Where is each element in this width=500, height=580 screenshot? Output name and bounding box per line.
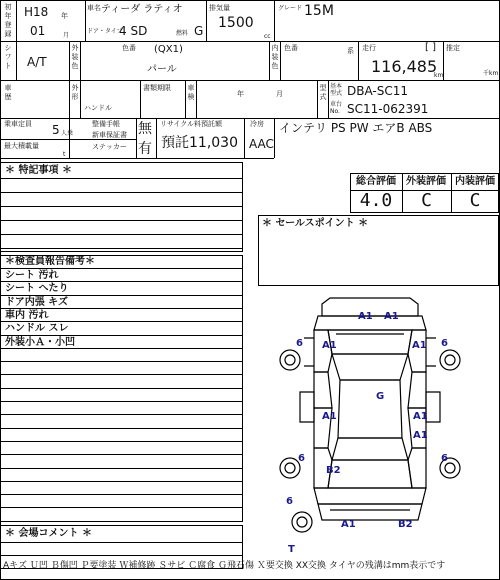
front-left-tire bbox=[280, 350, 300, 370]
inspector-row-line bbox=[0, 428, 243, 429]
venue-comment-row-line bbox=[0, 555, 243, 556]
inspector-row-line bbox=[0, 401, 243, 402]
mileage-bracket: [ ] bbox=[425, 42, 436, 53]
car-damage-diagram bbox=[270, 288, 470, 558]
model-value: DBA-SC11 bbox=[347, 84, 409, 98]
first-reg-label: 初年登録 bbox=[4, 3, 12, 38]
inspector-note: シート 汚れ bbox=[5, 270, 59, 281]
recycle-value: 預託11,030 bbox=[161, 135, 238, 151]
recycle-label: リサイクル料預託額 bbox=[160, 120, 223, 128]
grade: 15M bbox=[304, 3, 334, 19]
inspector-note: 外装小Ａ・小凹 bbox=[5, 337, 75, 348]
rear-left-tire bbox=[280, 458, 300, 478]
aircon-label: 冷房 bbox=[250, 120, 264, 128]
inspector-row-line bbox=[0, 414, 243, 415]
special-notes-row-line bbox=[0, 248, 243, 249]
model-label: 型式 bbox=[319, 84, 327, 101]
damage-fl-tire: 6 bbox=[296, 338, 303, 349]
displacement: 1500 bbox=[218, 15, 254, 31]
damage-rear-b2-left: B2 bbox=[326, 465, 341, 476]
inspector-row-line bbox=[0, 348, 243, 349]
sticker-label: ステッカー bbox=[92, 143, 127, 151]
inspector-row-line bbox=[0, 507, 243, 508]
damage-right-a1-low: A1 bbox=[413, 430, 428, 441]
damage-right-a1: A1 bbox=[412, 340, 427, 351]
inspector-row-line bbox=[0, 494, 243, 495]
deadline-year-unit: 年 bbox=[237, 90, 244, 98]
overall-score: 4.0 bbox=[359, 190, 393, 211]
damage-left-a1-lower: A1 bbox=[322, 411, 337, 422]
spare-tire bbox=[292, 512, 312, 532]
damage-right-a1-mid: A1 bbox=[413, 411, 428, 422]
rear-bumper bbox=[318, 504, 422, 520]
special-notes-title: ＊ 特記事項 ＊ bbox=[5, 165, 72, 176]
thousand-km-unit: 千km bbox=[483, 70, 499, 77]
km-unit: km bbox=[434, 72, 444, 79]
interior-score-label: 内装評価 bbox=[455, 176, 495, 187]
damage-left-a1-upper: A1 bbox=[322, 340, 337, 351]
damage-roof-g: G bbox=[376, 391, 385, 402]
damage-front-a1-right: A1 bbox=[384, 311, 399, 322]
handle-label: ハンドル bbox=[84, 104, 112, 112]
displacement-label: 排気量 bbox=[209, 4, 230, 12]
exterior-score-label: 外装評価 bbox=[406, 176, 446, 187]
equipment-list: インテリ PS PW エアB ABS bbox=[279, 121, 433, 135]
manual-value: 無 bbox=[138, 121, 152, 137]
damage-spare-tire: 6 bbox=[286, 496, 293, 507]
damage-rear-b2: B2 bbox=[398, 519, 413, 530]
grade-label: グレード bbox=[278, 5, 303, 12]
damage-legend: Aキズ Ｕ凹 Ｂ傷凹 Ｐ要塗装 Ｗ補修跡 Ｓサビ Ｃ腐食 Ｇ飛石傷 Ｘ要交換 XX交換 タイヤの残溝はmm表示です bbox=[3, 561, 446, 571]
chassis-no: SC11-062391 bbox=[347, 102, 429, 116]
special-notes-row-line bbox=[0, 220, 243, 221]
inspector-row-line bbox=[0, 481, 243, 482]
special-notes-row-line bbox=[0, 192, 243, 193]
era-year: H18 bbox=[24, 5, 49, 19]
chassis-no-label: 車台No. bbox=[330, 101, 343, 115]
inspector-note: シート へたり bbox=[5, 283, 69, 294]
deadline-month-unit: 月 bbox=[276, 90, 283, 98]
warranty-label: 新車保証書 bbox=[92, 131, 127, 139]
roof bbox=[338, 380, 402, 438]
fuel-value: G bbox=[194, 24, 204, 38]
inspector-report-title: ＊検査員報告備考＊ bbox=[5, 256, 95, 267]
car-history-label: 車歴 bbox=[4, 84, 12, 101]
venue-comment-title: ＊ 会場コメント ＊ bbox=[5, 528, 92, 539]
base-model-label: 基本型式 bbox=[330, 83, 343, 97]
inspector-row-line bbox=[0, 454, 243, 455]
door-type-label: ドア・タイプ bbox=[87, 28, 123, 35]
inspection-label: 推定 bbox=[446, 44, 460, 52]
load-unit: t bbox=[63, 151, 66, 158]
damage-rl-tire: 6 bbox=[298, 453, 305, 464]
color-code: (QX1) bbox=[154, 44, 183, 55]
inspector-note: ハンドル スレ bbox=[5, 323, 69, 334]
front-right-fender bbox=[408, 330, 426, 372]
sales-points-title: ＊ セールスポイント ＊ bbox=[262, 218, 369, 229]
sticker-value: 有 bbox=[138, 141, 152, 157]
shift-label: シフト bbox=[4, 44, 12, 70]
capacity-unit: 人乗 bbox=[61, 130, 74, 137]
fuel-label: 燃料 bbox=[176, 30, 189, 37]
exterior-color-label: 外装色 bbox=[71, 44, 79, 70]
int-color-unit: 系 bbox=[347, 47, 354, 55]
aircon-value: AAC bbox=[249, 137, 274, 151]
interior-color-label: 内装色 bbox=[271, 44, 279, 70]
inspector-row-line bbox=[0, 374, 243, 375]
special-notes-row-line bbox=[0, 206, 243, 207]
damage-trunk-t: T bbox=[288, 544, 295, 555]
month-unit: 月 bbox=[63, 32, 70, 39]
cc-unit: cc bbox=[264, 33, 271, 40]
year-unit: 年 bbox=[61, 12, 68, 20]
shift-value: A/T bbox=[27, 55, 47, 69]
outline-label: 外形 bbox=[71, 84, 79, 101]
rear-window bbox=[332, 438, 408, 460]
max-load-label: 最大積載量 bbox=[4, 142, 39, 150]
exterior-score: C bbox=[421, 190, 432, 211]
color-name: パール bbox=[147, 64, 177, 75]
front-right-tire bbox=[440, 350, 460, 370]
rear-panel bbox=[314, 488, 426, 504]
inspection-deadline-label: 車検 bbox=[187, 84, 195, 101]
front-right-door bbox=[408, 372, 426, 408]
car-name: ティーダ ラティオ bbox=[101, 4, 183, 15]
inspector-note: 車内 汚れ bbox=[5, 310, 49, 321]
damage-front-a1-left: A1 bbox=[358, 311, 373, 322]
overall-score-label: 総合評価 bbox=[356, 176, 396, 187]
windshield bbox=[332, 354, 408, 380]
inspector-row-line bbox=[0, 388, 243, 389]
interior-score: C bbox=[469, 190, 481, 211]
int-color-code-label: 色番 bbox=[284, 44, 298, 52]
manual-label: 整備手帳 bbox=[92, 120, 120, 128]
damage-rr-tire: 6 bbox=[441, 453, 448, 464]
doc-deadline-label: 書類期限 bbox=[143, 84, 171, 92]
capacity: 5 bbox=[52, 123, 60, 137]
mileage: 116,485 bbox=[371, 57, 438, 76]
damage-fr-tire: 6 bbox=[441, 338, 448, 349]
car-name-label: 車名 bbox=[87, 4, 101, 12]
damage-rear-a1: A1 bbox=[341, 519, 356, 530]
reg-month: 01 bbox=[30, 24, 46, 38]
capacity-label: 乗車定員 bbox=[4, 120, 32, 128]
inspector-row-line bbox=[0, 361, 243, 362]
front-left-fender bbox=[314, 330, 332, 372]
color-code-label: 色番 bbox=[122, 44, 136, 52]
inspector-row-line bbox=[0, 468, 243, 469]
front-left-door bbox=[314, 372, 332, 408]
mileage-label: 走行 bbox=[362, 44, 376, 52]
door-type: 4 SD bbox=[119, 24, 148, 38]
special-notes-row-line bbox=[0, 234, 243, 235]
inspector-note: ドア内張 キズ bbox=[5, 297, 68, 308]
inspector-row-line bbox=[0, 441, 243, 442]
